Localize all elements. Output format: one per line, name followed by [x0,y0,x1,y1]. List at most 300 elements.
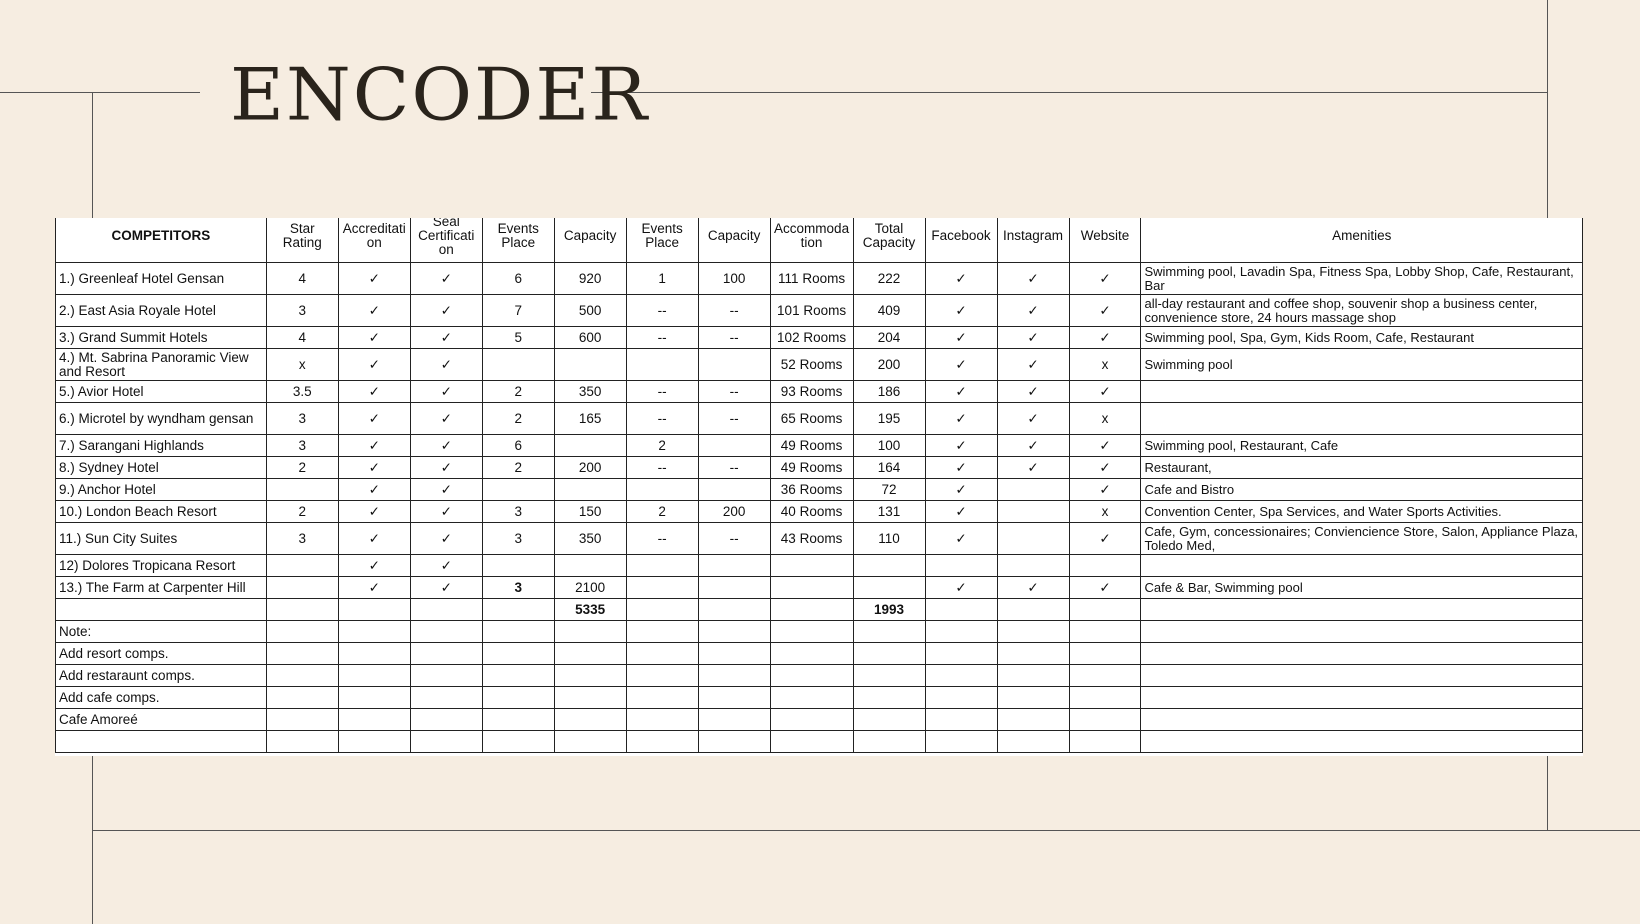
table-cell [1141,621,1583,643]
table-cell [770,621,853,643]
table-cell: ✓ [410,295,482,327]
table-cell: 110 [853,523,925,555]
table-cell: 52 Rooms [770,349,853,381]
table-cell [1141,731,1583,753]
table-cell [698,709,770,731]
table-cell: 195 [853,403,925,435]
table-row [56,381,1583,403]
table-cell: 5 [482,327,554,349]
table-cell [626,555,698,577]
table-cell: 2 [266,501,338,523]
table-cell [698,687,770,709]
table-cell [997,665,1069,687]
table-cell: 3.) Grand Summit Hotels [56,327,267,349]
table-cell [410,643,482,665]
table-row [56,403,1583,435]
table-cell: ✓ [1069,577,1141,599]
table-cell [482,599,554,621]
table-cell [997,555,1069,577]
table-cell: 2 [482,381,554,403]
table-cell: -- [698,403,770,435]
table-cell [853,621,925,643]
table-cell: -- [698,523,770,555]
table-row [56,523,1583,555]
table-cell: 500 [554,295,626,327]
table-cell: ✓ [925,327,997,349]
header-accreditation: Accreditati on [338,218,410,263]
table-cell [1069,731,1141,753]
table-cell [482,479,554,501]
table-cell: 1 [626,263,698,295]
table-cell: 2 [626,435,698,457]
table-cell [626,687,698,709]
table-cell: 409 [853,295,925,327]
table-cell: 3 [266,435,338,457]
table-cell [997,599,1069,621]
table-cell: Swimming pool, Restaurant, Cafe [1141,435,1583,457]
header-capacity: Capacity [554,218,626,263]
table-cell [482,709,554,731]
table-row [56,665,1583,687]
table-row [56,709,1583,731]
table-cell: -- [698,327,770,349]
table-cell: ✓ [1069,435,1141,457]
table-cell: Cafe & Bar, Swimming pool [1141,577,1583,599]
table-cell [626,731,698,753]
table-cell [1069,687,1141,709]
table-cell: ✓ [338,479,410,501]
table-cell [626,599,698,621]
table-cell [1069,709,1141,731]
table-cell [853,665,925,687]
table-cell [626,577,698,599]
table-cell [698,643,770,665]
table-cell: 200 [554,457,626,479]
table-cell: ✓ [338,435,410,457]
table-cell [554,435,626,457]
table-cell: ✓ [338,501,410,523]
table-cell: ✓ [338,349,410,381]
table-cell [1141,555,1583,577]
table-cell [1069,555,1141,577]
table-cell: 4 [266,327,338,349]
table-cell: 6.) Microtel by wyndham gensan [56,403,267,435]
table-cell: ✓ [1069,479,1141,501]
table-cell: ✓ [338,457,410,479]
table-cell [997,501,1069,523]
table-cell [770,599,853,621]
header-amenities: Amenities [1141,218,1583,263]
table-cell [482,665,554,687]
header-instagram: Instagram [997,218,1069,263]
table-cell: ✓ [1069,381,1141,403]
table-cell [925,643,997,665]
table-cell [482,643,554,665]
table-cell: ✓ [410,523,482,555]
table-cell: 204 [853,327,925,349]
table-cell [626,621,698,643]
frame-line-top-left [0,92,200,93]
table-cell: 93 Rooms [770,381,853,403]
table-cell: 164 [853,457,925,479]
table-cell: ✓ [338,577,410,599]
table-row [56,295,1583,327]
table-cell [338,665,410,687]
table-cell [266,731,338,753]
table-cell: ✓ [338,381,410,403]
table-cell: 165 [554,403,626,435]
frame-line-top-right [591,92,1547,93]
table-cell [554,665,626,687]
table-cell: 200 [698,501,770,523]
table-row [56,435,1583,457]
table-row [56,731,1583,753]
table-cell: 3 [266,295,338,327]
table-cell [410,687,482,709]
table-cell [853,643,925,665]
table-row [56,327,1583,349]
table-cell: ✓ [338,555,410,577]
table-cell [1141,687,1583,709]
table-row [56,479,1583,501]
table-cell [482,731,554,753]
table-cell: 13.) The Farm at Carpenter Hill [56,577,267,599]
table-cell: 222 [853,263,925,295]
table-cell [1141,709,1583,731]
table-cell [997,731,1069,753]
table-cell: ✓ [410,577,482,599]
table-cell: Cafe and Bistro [1141,479,1583,501]
header-capacity-2: Capacity [698,218,770,263]
table-cell [482,349,554,381]
table-cell [266,621,338,643]
table-cell: 36 Rooms [770,479,853,501]
table-cell: Add restaraunt comps. [56,665,267,687]
table-cell: 100 [853,435,925,457]
table-cell [1069,621,1141,643]
table-cell [410,599,482,621]
slide-title: ENCODER [230,52,650,138]
table-cell: ✓ [925,349,997,381]
table-cell: -- [626,295,698,327]
table-cell: 186 [853,381,925,403]
table-cell [266,555,338,577]
table-cell [770,577,853,599]
table-cell: 49 Rooms [770,457,853,479]
table-cell: 350 [554,381,626,403]
table-cell: 5335 [554,599,626,621]
table-cell [554,731,626,753]
table-cell [410,665,482,687]
table-cell [56,731,267,753]
table-cell: -- [626,403,698,435]
table-cell [56,599,267,621]
table-cell [770,731,853,753]
table-cell [410,731,482,753]
table-row [56,263,1583,295]
table-cell: x [1069,403,1141,435]
table-cell: ✓ [338,327,410,349]
table-cell [338,621,410,643]
table-cell: 131 [853,501,925,523]
table-cell: 200 [853,349,925,381]
competitors-table [55,218,1583,753]
table-cell: ✓ [1069,295,1141,327]
table-cell: 350 [554,523,626,555]
table-cell: ✓ [1069,263,1141,295]
table-cell: 2 [266,457,338,479]
table-cell [626,665,698,687]
frame-line-bottom [92,830,1640,831]
table-cell [482,687,554,709]
table-cell: 6 [482,263,554,295]
table-cell [997,479,1069,501]
table-cell [698,555,770,577]
table-cell [698,577,770,599]
spreadsheet-image [55,218,1583,756]
table-cell [925,709,997,731]
table-cell: 8.) Sydney Hotel [56,457,267,479]
table-cell [770,687,853,709]
header-events-place-2: Events Place [626,218,698,263]
table-cell: 3 [482,523,554,555]
table-cell: 2100 [554,577,626,599]
table-cell: ✓ [338,295,410,327]
table-cell: -- [626,457,698,479]
table-cell: 6 [482,435,554,457]
table-header-row [56,218,1583,263]
table-cell [266,479,338,501]
header-seal-certification: Seal Certificati on [410,218,482,263]
table-cell: ✓ [410,479,482,501]
table-cell: all-day restaurant and coffee shop, souvenir shop a business center, convenience store, 24 hours massage shop [1141,295,1583,327]
table-cell [698,731,770,753]
table-cell [853,577,925,599]
header-website: Website [1069,218,1141,263]
table-cell: 9.) Anchor Hotel [56,479,267,501]
table-row [56,457,1583,479]
table-cell [266,643,338,665]
table-cell [925,665,997,687]
table-cell: ✓ [925,501,997,523]
header-star-rating: Star Rating [266,218,338,263]
table-cell [626,349,698,381]
table-cell [626,709,698,731]
table-cell [925,555,997,577]
table-cell [698,479,770,501]
table-cell: ✓ [925,457,997,479]
table-cell: ✓ [338,263,410,295]
table-cell [997,621,1069,643]
table-cell [482,555,554,577]
table-cell [770,643,853,665]
table-cell: Cafe, Gym, concessionaires; Conviencience Store, Salon, Appliance Plaza, Toledo Med, [1141,523,1583,555]
table-cell: ✓ [997,295,1069,327]
table-cell: ✓ [925,381,997,403]
table-cell [698,599,770,621]
table-cell: 4 [266,263,338,295]
table-cell: ✓ [997,349,1069,381]
table-cell: ✓ [925,263,997,295]
table-cell: 2 [626,501,698,523]
table-cell: ✓ [997,381,1069,403]
table-cell: 3 [266,523,338,555]
table-cell: Swimming pool [1141,349,1583,381]
table-cell [1069,665,1141,687]
table-cell: 1.) Greenleaf Hotel Gensan [56,263,267,295]
table-cell: 3.5 [266,381,338,403]
table-cell [925,731,997,753]
table-cell [266,687,338,709]
table-cell [853,687,925,709]
table-cell [853,555,925,577]
table-cell: ✓ [997,457,1069,479]
table-cell [997,687,1069,709]
table-cell: x [266,349,338,381]
table-cell [554,643,626,665]
table-cell: ✓ [410,349,482,381]
table-cell [698,621,770,643]
table-cell: ✓ [925,577,997,599]
table-cell: ✓ [925,295,997,327]
table-cell: Note: [56,621,267,643]
table-cell: 2.) East Asia Royale Hotel [56,295,267,327]
table-cell: ✓ [997,577,1069,599]
table-cell: ✓ [338,403,410,435]
table-cell [338,599,410,621]
table-cell [266,709,338,731]
table-row [56,501,1583,523]
table-cell: 920 [554,263,626,295]
table-cell: ✓ [410,457,482,479]
table-cell: 600 [554,327,626,349]
table-cell: 7.) Sarangani Highlands [56,435,267,457]
table-cell [410,621,482,643]
table-cell [338,643,410,665]
table-cell: 2 [482,403,554,435]
table-cell [554,479,626,501]
table-cell: ✓ [997,327,1069,349]
table-cell [1141,381,1583,403]
table-cell: 7 [482,295,554,327]
table-row [56,621,1583,643]
table-cell: ✓ [410,263,482,295]
table-cell: ✓ [410,327,482,349]
table-cell: 10.) London Beach Resort [56,501,267,523]
table-cell: Swimming pool, Lavadin Spa, Fitness Spa, Lobby Shop, Cafe, Restaurant, Bar [1141,263,1583,295]
table-cell [770,709,853,731]
table-cell: -- [698,295,770,327]
table-cell: x [1069,349,1141,381]
table-cell [1141,665,1583,687]
table-cell: 100 [698,263,770,295]
table-cell: 40 Rooms [770,501,853,523]
table-cell [554,687,626,709]
table-cell [554,621,626,643]
table-cell [554,555,626,577]
table-cell [266,599,338,621]
table-cell: ✓ [410,435,482,457]
table-cell: ✓ [925,523,997,555]
table-cell: 49 Rooms [770,435,853,457]
table-cell: 65 Rooms [770,403,853,435]
table-cell: ✓ [1069,457,1141,479]
table-cell: ✓ [410,555,482,577]
table-cell: -- [626,327,698,349]
table-cell: 4.) Mt. Sabrina Panoramic View and Resort [56,349,267,381]
table-cell: ✓ [410,381,482,403]
table-cell [1141,403,1583,435]
header-competitors: COMPETITORS [56,218,267,263]
table-cell: ✓ [997,403,1069,435]
table-cell [626,643,698,665]
table-cell [338,731,410,753]
table-cell [410,709,482,731]
table-cell: 12) Dolores Tropicana Resort [56,555,267,577]
table-cell: 3 [266,403,338,435]
table-cell [482,621,554,643]
table-cell [698,435,770,457]
table-cell: 72 [853,479,925,501]
table-cell: 150 [554,501,626,523]
table-cell: -- [626,523,698,555]
table-cell [554,709,626,731]
table-cell: -- [626,381,698,403]
table-cell [997,643,1069,665]
table-cell [1069,599,1141,621]
table-cell: ✓ [925,435,997,457]
table-row [56,577,1583,599]
table-cell [1141,643,1583,665]
table-cell: 101 Rooms [770,295,853,327]
table-cell [266,577,338,599]
table-cell: ✓ [1069,327,1141,349]
table-cell: 3 [482,577,554,599]
table-cell [1141,599,1583,621]
table-cell: Cafe Amoreé [56,709,267,731]
table-cell: 3 [482,501,554,523]
table-cell [338,687,410,709]
table-cell: ✓ [1069,523,1141,555]
table-cell [266,665,338,687]
table-cell: 2 [482,457,554,479]
table-cell [853,709,925,731]
table-cell: ✓ [925,403,997,435]
table-cell [698,665,770,687]
table-cell: ✓ [338,523,410,555]
table-cell: -- [698,457,770,479]
table-cell: -- [698,381,770,403]
table-cell: Swimming pool, Spa, Gym, Kids Room, Cafe, Restaurant [1141,327,1583,349]
table-row [56,555,1583,577]
table-cell: ✓ [997,435,1069,457]
table-cell [770,665,853,687]
header-accommodation: Accommoda tion [770,218,853,263]
table-cell [853,731,925,753]
table-cell: 102 Rooms [770,327,853,349]
table-cell: 111 Rooms [770,263,853,295]
table-cell [626,479,698,501]
table-cell [925,687,997,709]
table-row [56,643,1583,665]
table-cell: Add resort comps. [56,643,267,665]
table-cell: 43 Rooms [770,523,853,555]
header-total-capacity: Total Capacity [853,218,925,263]
table-cell: 11.) Sun City Suites [56,523,267,555]
table-cell: ✓ [925,479,997,501]
table-cell: Add cafe comps. [56,687,267,709]
table-cell [997,709,1069,731]
